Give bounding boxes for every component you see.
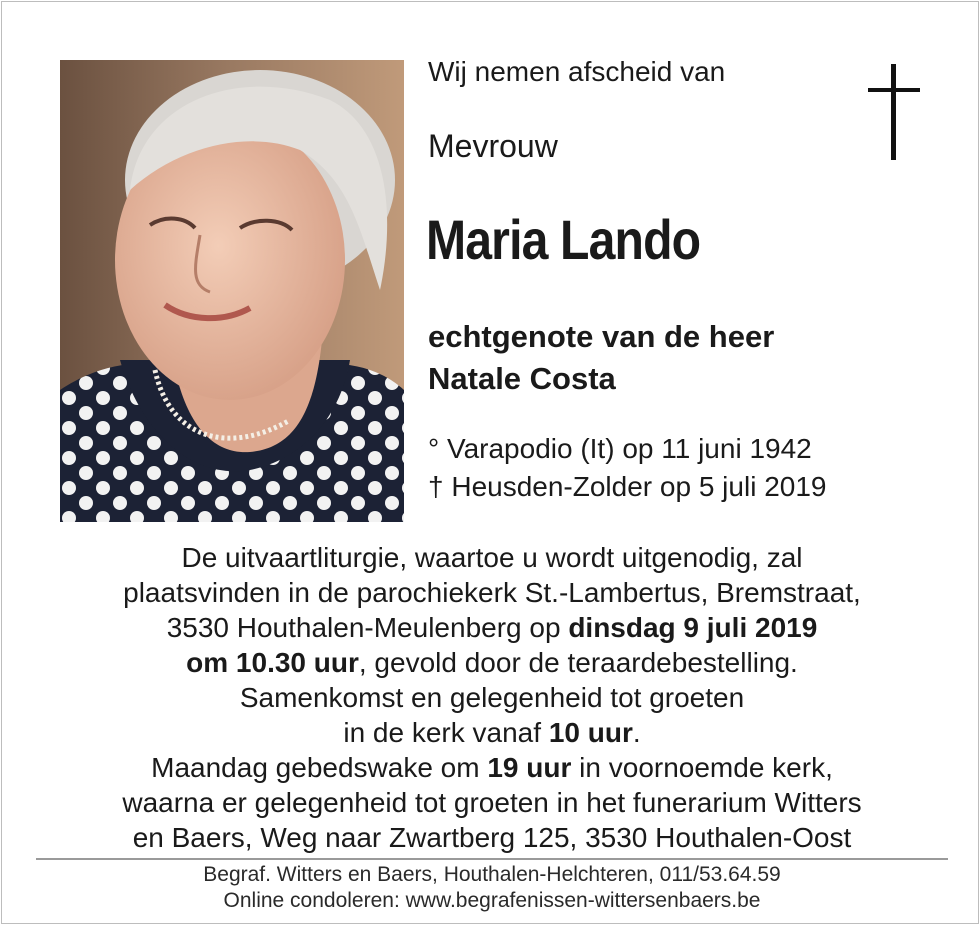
ceremony-text-segment: in de kerk vanaf — [343, 717, 549, 748]
intro-text: Wij nemen afscheid van — [428, 56, 726, 87]
ceremony-line: waarna er gelegenheid tot groeten in het funerarium Witters — [122, 787, 862, 818]
birth-date: ° Varapodio (It) op 11 juni 1942 — [428, 433, 812, 464]
ceremony-text-segment: , gevold door de teraardebestelling. — [358, 647, 798, 678]
ceremony-text-segment: 3530 Houthalen-Meulenberg op — [166, 612, 569, 643]
funeral-home: Begraf. Witters en Baers, Houthalen-Helchteren, 011/53.64.59 — [203, 863, 781, 886]
ceremony-date: dinsdag 9 juli 2019 — [568, 612, 818, 643]
ceremony-line: De uitvaartliturgie, waartoe u wordt uitgenodig, zal — [181, 542, 803, 573]
ceremony-text — [32, 540, 952, 855]
footer-divider — [36, 858, 948, 860]
ceremony-line — [32, 750, 952, 785]
ceremony-line: en Baers, Weg naar Zwartberg 125, 3530 Houthalen-Oost — [132, 822, 852, 853]
obituary-card — [1, 1, 979, 924]
ceremony-line — [32, 715, 952, 750]
spouse-line: echtgenote van de heer — [428, 319, 775, 354]
footer — [32, 862, 952, 914]
portrait-illustration — [60, 60, 404, 522]
spouse-info — [428, 316, 774, 400]
ceremony-text-segment: . — [632, 717, 641, 748]
ceremony-time: om 10.30 uur — [186, 647, 359, 678]
death-date: † Heusden-Zolder op 5 juli 2019 — [428, 471, 827, 502]
ceremony-line: Samenkomst en gelegenheid tot groeten — [239, 682, 745, 713]
condolence-link[interactable]: Online condoleren: www.begrafenissen-wittersenbaers.be — [223, 889, 761, 912]
ceremony-line: plaatsvinden in de parochiekerk St.-Lambertus, Bremstraat, — [123, 577, 861, 608]
ceremony-text-segment: Maandag gebedswake om — [151, 752, 488, 783]
spouse-name: Natale Costa — [428, 361, 616, 396]
deceased-name: Maria Lando — [426, 208, 701, 271]
vigil-time: 19 uur — [487, 752, 572, 783]
ceremony-line — [32, 610, 952, 645]
portrait-photo — [60, 60, 404, 522]
greeting-time: 10 uur — [548, 717, 633, 748]
ceremony-text-segment: in voornoemde kerk, — [571, 752, 833, 783]
honorific: Mevrouw — [428, 128, 558, 164]
ceremony-line — [32, 645, 952, 680]
cross-icon — [864, 62, 924, 162]
life-dates — [428, 430, 826, 506]
